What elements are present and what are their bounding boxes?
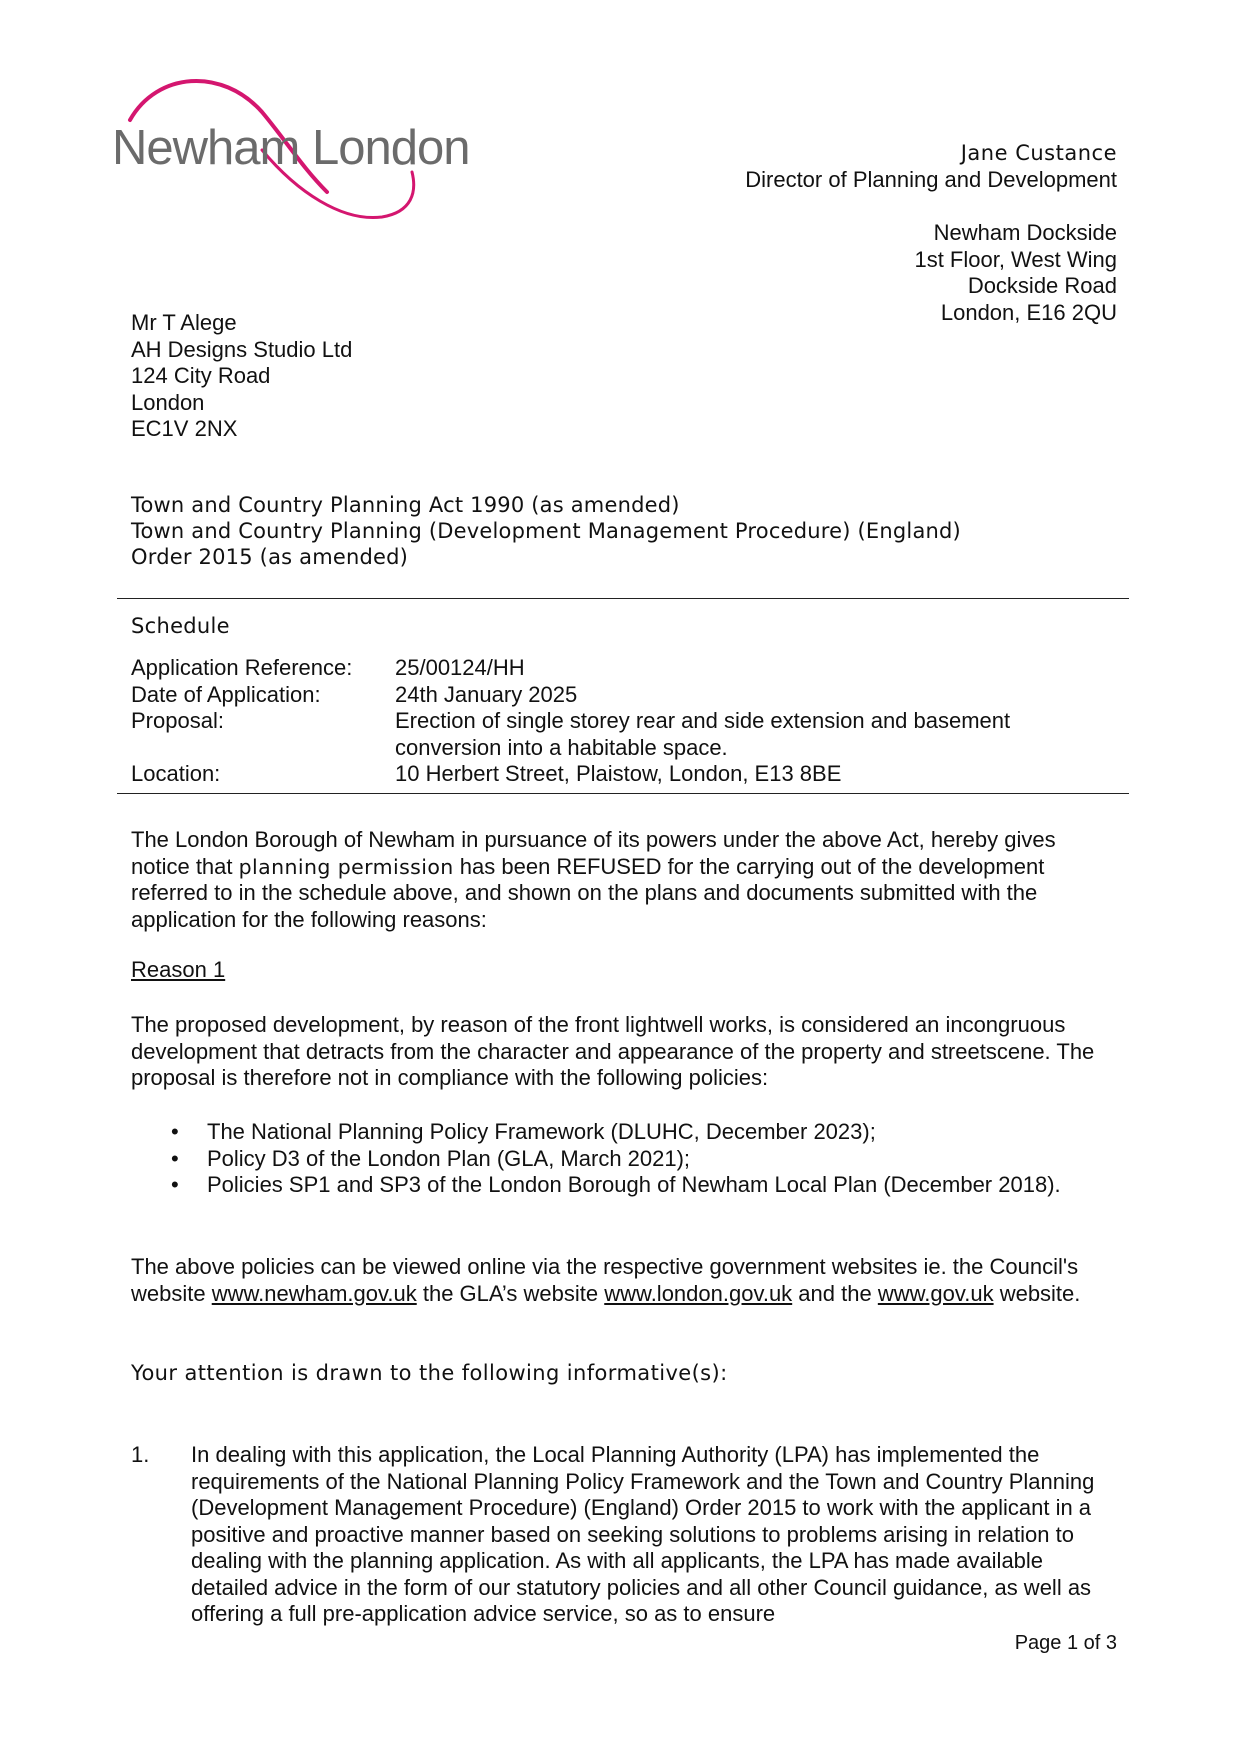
bullet-icon: • bbox=[171, 1172, 179, 1197]
list-item bbox=[131, 1146, 1131, 1173]
recipient-line: EC1V 2NX bbox=[131, 416, 238, 441]
decision-notice bbox=[131, 827, 1121, 933]
notice-text: has been REFUSED for the carrying out of the development referred to in the schedule above, and shown on the plans and documents submitted with the application for the following reasons: bbox=[131, 853, 1045, 932]
newham-london-logo bbox=[112, 72, 482, 242]
sender-address bbox=[637, 220, 1117, 326]
informative-item bbox=[131, 1442, 1131, 1628]
reason-heading: Reason 1 bbox=[131, 957, 226, 982]
recipient-line: AH Designs Studio Ltd bbox=[131, 336, 353, 362]
schedule-row bbox=[131, 682, 1121, 709]
site-location: 10 Herbert Street, Plaistow, London, E13 8BE bbox=[395, 761, 842, 786]
informative-text: In dealing with this application, the Local Planning Authority (LPA) has implemented the requirements of the National Planning Policy Framework and the Town and Country Planning (Development Management Procedure) (England) Order 2015 to work with the applicant in a positive and proactive manner based on seeking solutions to problems arising in relation to dealing with the planning application. As with all applicants, the LPA has made available detailed advice in the form of our statutory policies and all other Council guidance, as well as offering a full pre-application advice service, so as to ensure bbox=[191, 1442, 1095, 1626]
sender-name: Jane Custance bbox=[960, 141, 1117, 165]
paragraph-text: and the bbox=[792, 1280, 878, 1306]
policy-text: Policy D3 of the London Plan (GLA, March 2021); bbox=[207, 1145, 691, 1171]
schedule-bottom-rule bbox=[117, 793, 1129, 794]
page-number: Page 1 of 3 bbox=[1014, 1632, 1117, 1654]
schedule-title: Schedule bbox=[131, 614, 230, 638]
newham-website-link[interactable]: www.newham.gov.uk bbox=[211, 1280, 417, 1306]
policy-text: Policies SP1 and SP3 of the London Borough of Newham Local Plan (December 2018). bbox=[207, 1172, 1061, 1197]
schedule-row bbox=[131, 655, 1121, 682]
bullet-icon: • bbox=[171, 1145, 179, 1171]
schedule-label: Date of Application: bbox=[131, 681, 321, 707]
recipient-line: 124 City Road bbox=[131, 363, 271, 388]
list-item bbox=[131, 1119, 1131, 1146]
sender-title: Director of Planning and Development bbox=[745, 166, 1117, 192]
paragraph-text: the GLA’s website bbox=[416, 1280, 605, 1306]
schedule-label: Location: bbox=[131, 761, 221, 786]
notice-decision-term: planning permission bbox=[238, 854, 454, 879]
application-date: 24th January 2025 bbox=[395, 681, 578, 707]
act-line: Town and Country Planning Act 1990 (as amended) bbox=[131, 493, 680, 517]
london-website-link[interactable]: www.london.gov.uk bbox=[604, 1280, 793, 1306]
reason-text: The proposed development, by reason of the front lightwell works, is considered an incongruous development that detracts from the character and appearance of the property and streetscene. The proposal is therefore not in compliance with the following policies: bbox=[131, 1012, 1095, 1090]
policies-online-paragraph bbox=[131, 1254, 1131, 1307]
act-line: Town and Country Planning (Development Management Procedure) (England) bbox=[131, 519, 961, 543]
informative-number: 1. bbox=[131, 1442, 150, 1467]
proposal-description: Erection of single storey rear and side extension and basement conversion into a habitable space. bbox=[395, 708, 1011, 760]
policy-text: The National Planning Policy Framework (DLUHC, December 2023); bbox=[207, 1119, 876, 1144]
schedule-table bbox=[131, 655, 1121, 788]
policy-list bbox=[131, 1119, 1131, 1199]
logo-swoosh-graphic bbox=[112, 72, 482, 242]
paragraph-text: website. bbox=[993, 1280, 1081, 1306]
informative-heading: Your attention is drawn to the following informative(s): bbox=[131, 1361, 728, 1385]
recipient-address bbox=[131, 310, 631, 443]
schedule-top-rule bbox=[117, 598, 1129, 599]
bullet-icon: • bbox=[171, 1119, 179, 1144]
schedule-row bbox=[131, 708, 1121, 761]
sender-address-line: Dockside Road bbox=[967, 273, 1117, 298]
schedule-label: Proposal: bbox=[131, 708, 224, 733]
list-item bbox=[131, 1172, 1131, 1199]
logo-text: Newham London bbox=[112, 121, 470, 175]
gov-website-link[interactable]: www.gov.uk bbox=[877, 1280, 994, 1306]
recipient-line: London bbox=[131, 389, 205, 415]
sender-address-line: Newham Dockside bbox=[933, 220, 1117, 245]
legislation-heading bbox=[131, 492, 1131, 570]
recipient-line: Mr T Alege bbox=[131, 310, 237, 335]
schedule-label: Application Reference: bbox=[131, 655, 353, 680]
notice-text: The London Borough of Newham in pursuance of its powers under the above Act, hereby gives notice that bbox=[131, 827, 1056, 879]
sender-address-line: London, E16 2QU bbox=[940, 299, 1117, 325]
act-line: Order 2015 (as amended) bbox=[131, 545, 409, 569]
schedule-row bbox=[131, 761, 1121, 788]
sender-address-line: 1st Floor, West Wing bbox=[914, 246, 1117, 272]
paragraph-text: The above policies can be viewed online via the respective government websites ie. the Council's website bbox=[131, 1254, 1079, 1306]
application-reference: 25/00124/HH bbox=[395, 655, 525, 680]
sender-block bbox=[637, 140, 1117, 193]
